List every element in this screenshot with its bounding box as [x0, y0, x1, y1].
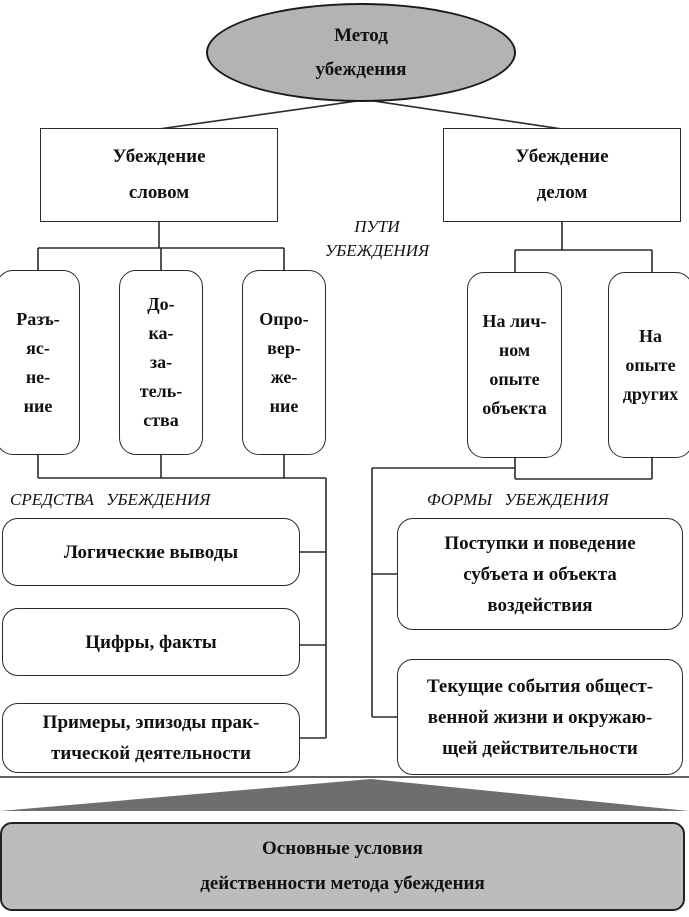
means-line: Цифры, факты [85, 631, 217, 653]
label-paths-line: ПУТИ [354, 217, 400, 236]
forms-item-current-events [397, 659, 683, 775]
way-line: На [638, 325, 662, 346]
way-line: других [622, 383, 679, 404]
branch-label-line: Убеждение [515, 146, 609, 167]
branch-persuasion-by-word [40, 128, 278, 222]
forms-line: субъета и объекта [463, 563, 617, 585]
footer-conditions-bar [0, 822, 685, 911]
means-line: Логические выводы [63, 541, 239, 563]
way-line: тель- [139, 381, 183, 401]
funnel-triangle [0, 779, 689, 811]
label-paths-of-persuasion [292, 215, 462, 263]
branch-label-line: словом [128, 182, 190, 203]
way-box-others-experience [608, 272, 689, 458]
means-item-examples-episodes [2, 703, 300, 773]
way-line: опыте [625, 354, 676, 375]
way-line: объекта [482, 398, 547, 418]
edge-right-branch-split [515, 222, 652, 273]
forms-line: венной жизни и окружаю- [427, 706, 653, 728]
way-box-proofs [119, 270, 203, 455]
root-node-line: убеждения [315, 58, 407, 80]
edge-left-branch-split [38, 222, 284, 271]
footer-line: Основные условия [262, 838, 423, 859]
footer-line: действенности метода убеждения [200, 873, 485, 894]
root-node-line: Метод [334, 24, 388, 46]
forms-line: щей действительности [442, 737, 638, 759]
means-line: Примеры, эпизоды прак- [42, 712, 260, 733]
way-line: Разъ- [16, 308, 60, 329]
way-line: До- [147, 294, 175, 314]
way-line: же- [270, 366, 298, 387]
way-line: ка- [148, 323, 174, 343]
branch-persuasion-by-deed [443, 128, 681, 222]
way-line: яс- [26, 337, 50, 358]
means-item-logical-conclusions [2, 518, 300, 586]
label-means-of-persuasion: СРЕДСТВА УБЕЖДЕНИЯ [10, 490, 211, 509]
way-line: ства [143, 410, 179, 430]
root-node-method [206, 3, 516, 102]
label-forms-of-persuasion: ФОРМЫ УБЕЖДЕНИЯ [427, 490, 609, 509]
way-line: ние [269, 395, 299, 416]
way-line: На лич- [482, 311, 547, 331]
label-paths-line: УБЕЖДЕНИЯ [324, 241, 430, 260]
way-line: опыте [489, 369, 540, 389]
way-line: вер- [267, 337, 301, 358]
branch-label-line: делом [536, 182, 588, 203]
forms-line: воздействия [487, 594, 593, 616]
way-line: Опро- [259, 308, 309, 329]
way-line: ном [498, 340, 531, 360]
way-box-refutation [242, 270, 326, 455]
branch-label-line: Убеждение [112, 146, 206, 167]
means-line: тической деятельности [51, 743, 251, 764]
forms-line: Поступки и поведение [444, 532, 636, 554]
way-box-personal-experience [467, 272, 562, 458]
way-line: ние [23, 395, 53, 416]
forms-item-actions-behavior [397, 518, 683, 630]
forms-line: Текущие события общест- [426, 675, 654, 697]
way-box-explanation [0, 270, 80, 455]
way-line: за- [149, 352, 173, 372]
means-item-figures-facts [2, 608, 300, 676]
way-line: не- [25, 366, 51, 387]
